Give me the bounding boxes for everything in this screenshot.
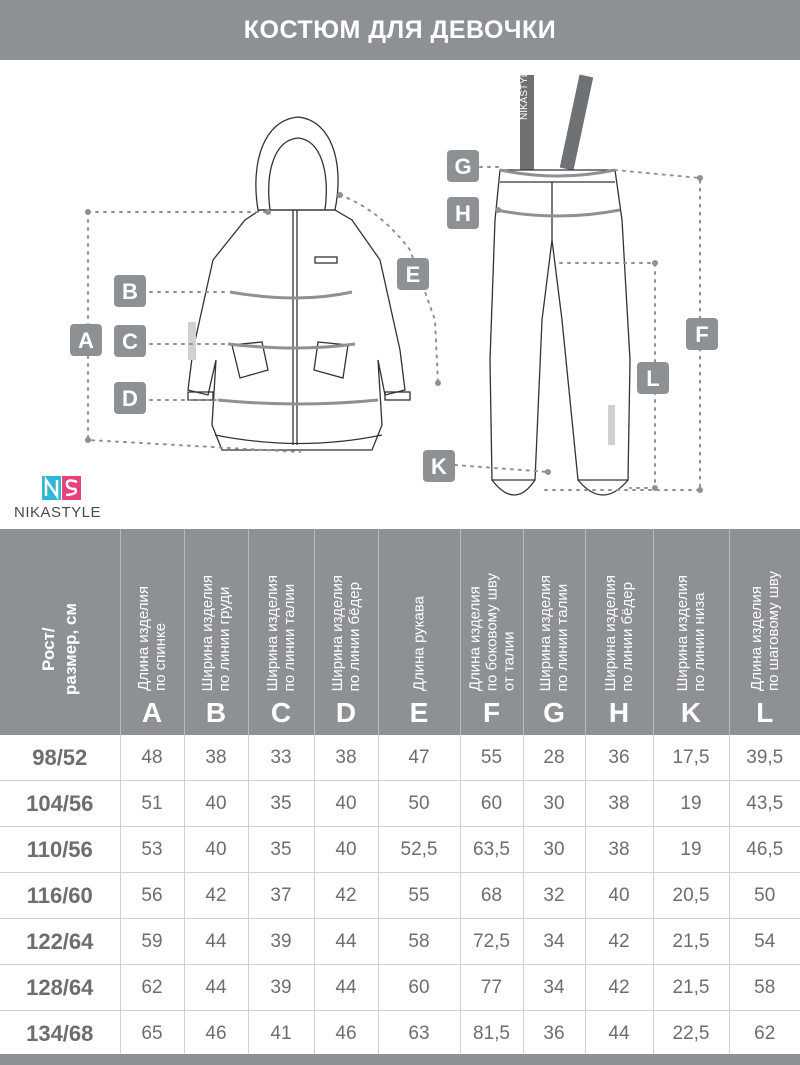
- value-cell: 58: [378, 919, 460, 965]
- value-cell: 44: [314, 965, 378, 1011]
- svg-text:A: A: [78, 328, 94, 353]
- value-cell: 21,5: [653, 919, 729, 965]
- header-col-c: [248, 529, 314, 735]
- value-cell: 43,5: [729, 781, 800, 827]
- svg-text:D: D: [122, 386, 138, 411]
- value-cell: 35: [248, 827, 314, 873]
- value-cell: 46: [184, 1011, 248, 1057]
- header-col-a: [120, 529, 184, 735]
- value-cell: 44: [585, 1011, 653, 1057]
- value-cell: 33: [248, 735, 314, 781]
- value-cell: 51: [120, 781, 184, 827]
- header-letter: D: [335, 697, 357, 728]
- label-c: [114, 325, 146, 357]
- value-cell: 19: [653, 781, 729, 827]
- value-cell: 65: [120, 1011, 184, 1057]
- svg-text:L: L: [646, 366, 660, 391]
- value-cell: 38: [184, 735, 248, 781]
- header-label: Длина изделия по спинке: [135, 586, 169, 691]
- header-label: Ширина изделия по линии груди: [199, 574, 233, 691]
- table-row: [0, 873, 800, 919]
- value-cell: 53: [120, 827, 184, 873]
- table-row: [0, 1011, 800, 1057]
- value-cell: 38: [585, 781, 653, 827]
- size-cell: 104/56: [0, 781, 120, 827]
- value-cell: 42: [184, 873, 248, 919]
- value-cell: 63: [378, 1011, 460, 1057]
- value-cell: 41: [248, 1011, 314, 1057]
- value-cell: 55: [460, 735, 523, 781]
- value-cell: 44: [314, 919, 378, 965]
- table-body: [0, 735, 800, 1057]
- header-col-e: [378, 529, 460, 735]
- table-row: [0, 919, 800, 965]
- header-letter: H: [608, 697, 630, 728]
- header-letter: G: [543, 697, 565, 728]
- value-cell: 55: [378, 873, 460, 919]
- label-b: [114, 275, 146, 307]
- value-cell: 19: [653, 827, 729, 873]
- value-cell: 42: [585, 965, 653, 1011]
- value-cell: 44: [184, 965, 248, 1011]
- value-cell: 46,5: [729, 827, 800, 873]
- header-col-f: [460, 529, 523, 735]
- value-cell: 81,5: [460, 1011, 523, 1057]
- size-cell: 122/64: [0, 919, 120, 965]
- value-cell: 47: [378, 735, 460, 781]
- bottom-bar: [0, 1054, 800, 1065]
- value-cell: 39,5: [729, 735, 800, 781]
- value-cell: 34: [523, 965, 585, 1011]
- header-label: Ширина изделия по линии бёдер: [602, 574, 636, 691]
- header-letter: C: [270, 697, 292, 728]
- value-cell: 50: [378, 781, 460, 827]
- size-cell: 116/60: [0, 873, 120, 919]
- value-cell: 40: [184, 827, 248, 873]
- svg-text:F: F: [695, 322, 709, 347]
- value-cell: 63,5: [460, 827, 523, 873]
- value-cell: 34: [523, 919, 585, 965]
- value-cell: 50: [729, 873, 800, 919]
- value-cell: 68: [460, 873, 523, 919]
- value-cell: 36: [523, 1011, 585, 1057]
- value-cell: 62: [120, 965, 184, 1011]
- table-row: [0, 827, 800, 873]
- value-cell: 37: [248, 873, 314, 919]
- value-cell: 58: [729, 965, 800, 1011]
- header-label: Длина изделия по боковому шву от талии: [466, 572, 517, 691]
- header-letter: B: [205, 697, 227, 728]
- value-cell: 35: [248, 781, 314, 827]
- value-cell: 42: [314, 873, 378, 919]
- svg-text:K: K: [431, 454, 447, 479]
- value-cell: 22,5: [653, 1011, 729, 1057]
- header-letter: L: [756, 697, 774, 728]
- header-col-l: [729, 529, 800, 735]
- value-cell: 30: [523, 781, 585, 827]
- value-cell: 39: [248, 919, 314, 965]
- size-table: [0, 529, 800, 1057]
- pants-illustration: [490, 65, 630, 495]
- value-cell: 28: [523, 735, 585, 781]
- header-label: Длина рукава: [410, 595, 428, 691]
- size-cell: 98/52: [0, 735, 120, 781]
- svg-text:B: B: [122, 279, 138, 304]
- brand-logo-icon: [42, 476, 82, 500]
- value-cell: 40: [314, 781, 378, 827]
- value-cell: 60: [460, 781, 523, 827]
- header-label: Длина изделия по шаговому шву: [747, 571, 782, 691]
- value-cell: 52,5: [378, 827, 460, 873]
- label-a: [70, 324, 102, 356]
- value-cell: 48: [120, 735, 184, 781]
- header-letter: E: [409, 697, 429, 728]
- svg-text:G: G: [454, 154, 472, 179]
- title-bar: [0, 0, 800, 60]
- header-label: Ширина изделия по линии талии: [537, 574, 571, 691]
- table-row: [0, 735, 800, 781]
- value-cell: 44: [184, 919, 248, 965]
- value-cell: 59: [120, 919, 184, 965]
- value-cell: 46: [314, 1011, 378, 1057]
- table-header-row: [0, 529, 800, 735]
- value-cell: 40: [585, 873, 653, 919]
- value-cell: 54: [729, 919, 800, 965]
- header-label: Ширина изделия по линии низа: [674, 574, 708, 691]
- header-col-k: [653, 529, 729, 735]
- header-letter: K: [680, 697, 702, 728]
- header-label: Ширина изделия по линии бёдер: [329, 574, 363, 691]
- header-label: Ширина изделия по линии талии: [264, 574, 298, 691]
- value-cell: 40: [184, 781, 248, 827]
- value-cell: 42: [585, 919, 653, 965]
- page-title: КОСТЮМ ДЛЯ ДЕВОЧКИ: [243, 15, 557, 44]
- value-cell: 21,5: [653, 965, 729, 1011]
- value-cell: 62: [729, 1011, 800, 1057]
- value-cell: 40: [314, 827, 378, 873]
- value-cell: 17,5: [653, 735, 729, 781]
- suspender-brand-text: NIKASTYLE: [519, 64, 530, 120]
- value-cell: 20,5: [653, 873, 729, 919]
- header-col-g: [523, 529, 585, 735]
- header-letter: F: [482, 697, 501, 728]
- label-f: [686, 318, 718, 350]
- value-cell: 77: [460, 965, 523, 1011]
- table-row: [0, 781, 800, 827]
- brand-name: NIKASTYLE: [14, 504, 102, 521]
- value-cell: 36: [585, 735, 653, 781]
- label-k: [423, 450, 455, 482]
- value-cell: 60: [378, 965, 460, 1011]
- svg-text:E: E: [405, 262, 421, 287]
- label-h: [447, 197, 479, 229]
- size-cell: 128/64: [0, 965, 120, 1011]
- label-d: [114, 382, 146, 414]
- table-row: [0, 965, 800, 1011]
- header-size: Рост/ размер, см: [0, 529, 120, 735]
- label-g: [447, 150, 479, 182]
- value-cell: 30: [523, 827, 585, 873]
- header-letter: A: [141, 697, 163, 728]
- value-cell: 38: [585, 827, 653, 873]
- garment-diagram: [0, 60, 800, 530]
- value-cell: 72,5: [460, 919, 523, 965]
- header-col-d: [314, 529, 378, 735]
- label-e: [397, 258, 429, 290]
- header-col-b: [184, 529, 248, 735]
- size-cell: 134/68: [0, 1011, 120, 1057]
- label-l: [637, 362, 669, 394]
- value-cell: 32: [523, 873, 585, 919]
- svg-text:C: C: [122, 329, 138, 354]
- svg-text:H: H: [455, 201, 471, 226]
- value-cell: 39: [248, 965, 314, 1011]
- header-col-h: [585, 529, 653, 735]
- value-cell: 38: [314, 735, 378, 781]
- value-cell: 56: [120, 873, 184, 919]
- size-cell: 110/56: [0, 827, 120, 873]
